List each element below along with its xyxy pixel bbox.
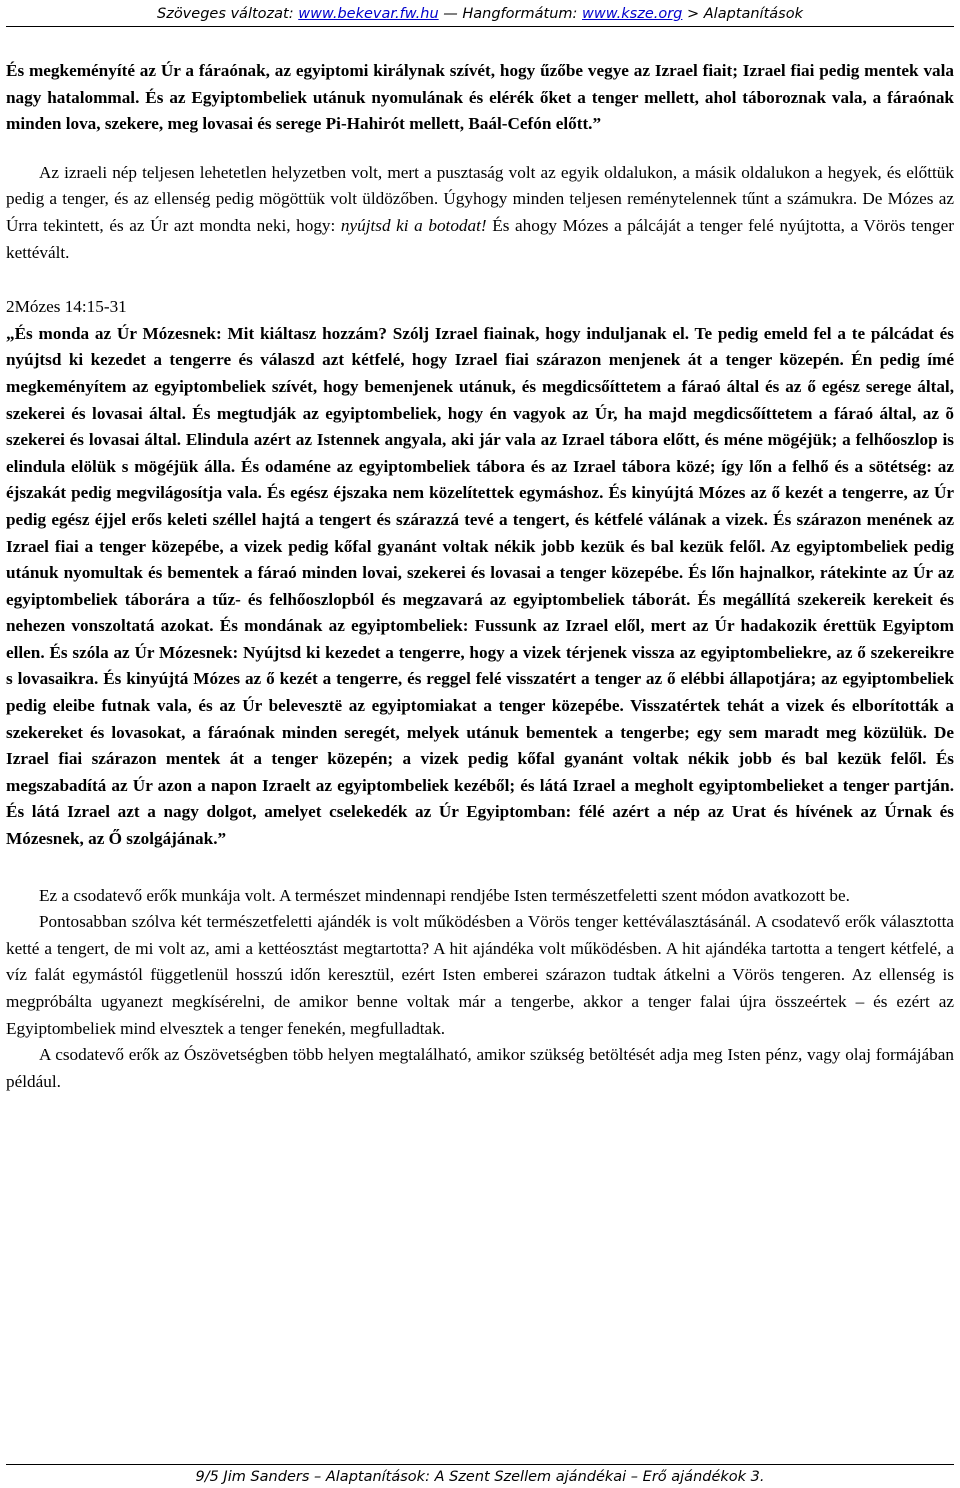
bekevar-link[interactable]: www.bekevar.fw.hu: [298, 6, 439, 22]
header-suffix: > Alaptanítások: [682, 6, 803, 22]
footer-divider: [6, 1464, 954, 1465]
commentary-italic-quote: nyújtsd ki a botodat!: [340, 215, 487, 235]
scripture-quote: „És monda az Úr Mózesnek: Mit kiáltasz hozzám? Szólj Izrael fiainak, hogy induljanak el. Te pedig emeld fel a te pálcádat és nyújtsd ki kezedet a tengerre és válaszd azt kétfelé, hogy Izrael fiai szárazon menjenek át a tenger közepén. Én pedig ímé megkeményítem az egyiptombeliek szívét, hogy bemenjenek utánuk, és megdicsőíttetem a fáraó által és az ő egész serege által, szekerei és lovasai által. És megtudják az egyiptombeliek, hogy én vagyok az Úr, ha majd megdicsőíttetem a fáraó által, az õ szekerei és lovasai által. Elindula azért az Istennek angyala, aki jár vala az Izrael tábora előtt, és méne mögéjük; a felhőoszlop is elindula elölük s mögéjük álla. És odaméne az egyiptombeliek tábora és az Izrael tábora közé; így lőn a felhő és a sötétség: az éjszakát pedig megvilágosítja vala. És egész éjszaka nem közelítettek egymáshoz. És kinyújtá Mózes az ő kezét a tengerre, az Úr pedig egész éjjel erős keleti széllel hajtá a tengert és szárazzá tevé a tengert, és kétfelé válának a vizek. És szárazon menének az Izrael fiai a tenger közepébe, a vizek pedig kőfal gyanánt voltak nékik jobb kezük és bal kezük felől. Az egyiptombeliek pedig utánuk nyomultak és bementek a fáraó minden lovai, szekerei és lovasai a tenger közepébe. És lőn hajnalkor, rátekinte az Úr az egyiptombeliek táborára a tűz- és felhőoszlopból és megzavará az egyiptombeliek táborát. És megállítá szekereik kerekeit és nehezen vonszoltatá azokat. És mondának az egyiptombeliek: Fussunk az Izrael elől, mert az Úr hadakozik érettük Egyiptom ellen. És szóla az Úr Mózesnek: Nyújtsd ki kezedet a tengerre, hogy a vizek térjenek vissza az egyiptombeliekre, az ő szekereikre s lovasaikra. És kinyújtá Mózes az ő kezét a tengerre, és reggel felé visszatért a tenger az ő elébbi állapotjára; az egyiptombeliek pedig eleibe futnak vala, és az Úr belevesztё az egyiptomiakat a tenger közepébe. Visszatértek tehát a vizek és elborították a szekereket és lovasokat, a fáraónak minden seregét, melyek utánuk bementek a tengerbe; egy sem maradt meg közülük. De Izrael fiai szárazon mentek át a tenger közepén; a vizek pedig kőfal gyanánt voltak nékik jobb és bal kezük felől. És megszabadítá az Úr azon a napon Izraelt az egyiptombeliek kezéből; és látá Izrael a megholt egyiptombelieket a tenger partján. És látá Izrael azt a nagy dolgot, amelyet cselekedék az Úr Egyiptomban: félé azért a nép az Urat és hívének az Úrnak és Mózesnek, az Ő szolgájának.”: [6, 323, 954, 849]
header-middle: — Hangformátum:: [438, 6, 582, 22]
commentary-paragraph: [6, 160, 954, 266]
old-testament-paragraph: A csodatevő erők az Ószövetségben több helyen megtalálható, amikor szükség betöltését adja meg Isten pénz, vagy olaj formájában például.: [6, 1045, 954, 1091]
commentary-text-b: És ahogy Mózes a pálcáját a tenger felé nyújtotta, a Vörös tenger kettévált.: [6, 215, 954, 262]
page-body: [6, 58, 954, 1095]
ksze-link[interactable]: www.ksze.org: [582, 6, 683, 22]
scripture-continuation-paragraph: És megkeményíté az Úr a fáraónak, az egyiptomi királynak szívét, hogy űzőbe vegye az Izrael fiait; Izrael fiai pedig mentek vala nagy hatalommal. És az Egyiptombeliek utánuk nyomulának és elérék őket a tenger mellett, ahol táboroznak vala, a fáraónak minden lova, szekere, meg lovasai és serege Pi-Hahirót mellett, Baál-Cefón előtt.”: [6, 61, 954, 134]
gifts-paragraph: Pontosabban szólva két természetfeletti ajándék is volt működésben a Vörös tenger kettéválasztásánál. A csodatevő erők választotta ketté a tengert, de mi volt az, ami a kettéosztást megtartotta? A hit ajándéka volt működésben. A hit ajándéka tartotta a tengert kétfelé, a víz falát egymástól függetlenül hosszú időn keresztül, ezért Isten emberei szárazon tudtak átkelni a Vörös tengeren. Az ellenség is megpróbálta ugyanezt megkísérelni, de amikor benne voltak már a tengerbe, akkor a tenger falai újra összeértek – és ezért az Egyiptombeliek mind elvesztek a tenger fenekén, megfulladtak.: [6, 912, 954, 1038]
commentary-text-a: Az izraeli nép teljesen lehetetlen helyzetben volt, mert a pusztaság volt az egyik oldalukon, a másik oldalukon a hegyek, és előttük pedig a tenger, és az ellenség pedig mögöttük volt üldözőben. Úgyhogy minden teljesen reménytelennek tűnt a számukra. De Mózes az Úrra tekintett, és az Úr azt mondta neki, hogy:: [6, 162, 954, 235]
page-footer: 9/5 Jim Sanders – Alaptanítások: A Szent Szellem ajándékai – Erő ajándékok 3.: [195, 1469, 765, 1485]
header-prefix: Szöveges változat:: [157, 6, 299, 22]
header-divider: [6, 26, 954, 27]
miracle-paragraph: Ez a csodatevő erők munkája volt. A természet mindennapi rendjébe Isten természetfeletti szent módon avatkozott be.: [39, 885, 850, 905]
page-header: [0, 3, 960, 25]
scripture-reference: 2Mózes 14:15-31: [6, 297, 127, 317]
